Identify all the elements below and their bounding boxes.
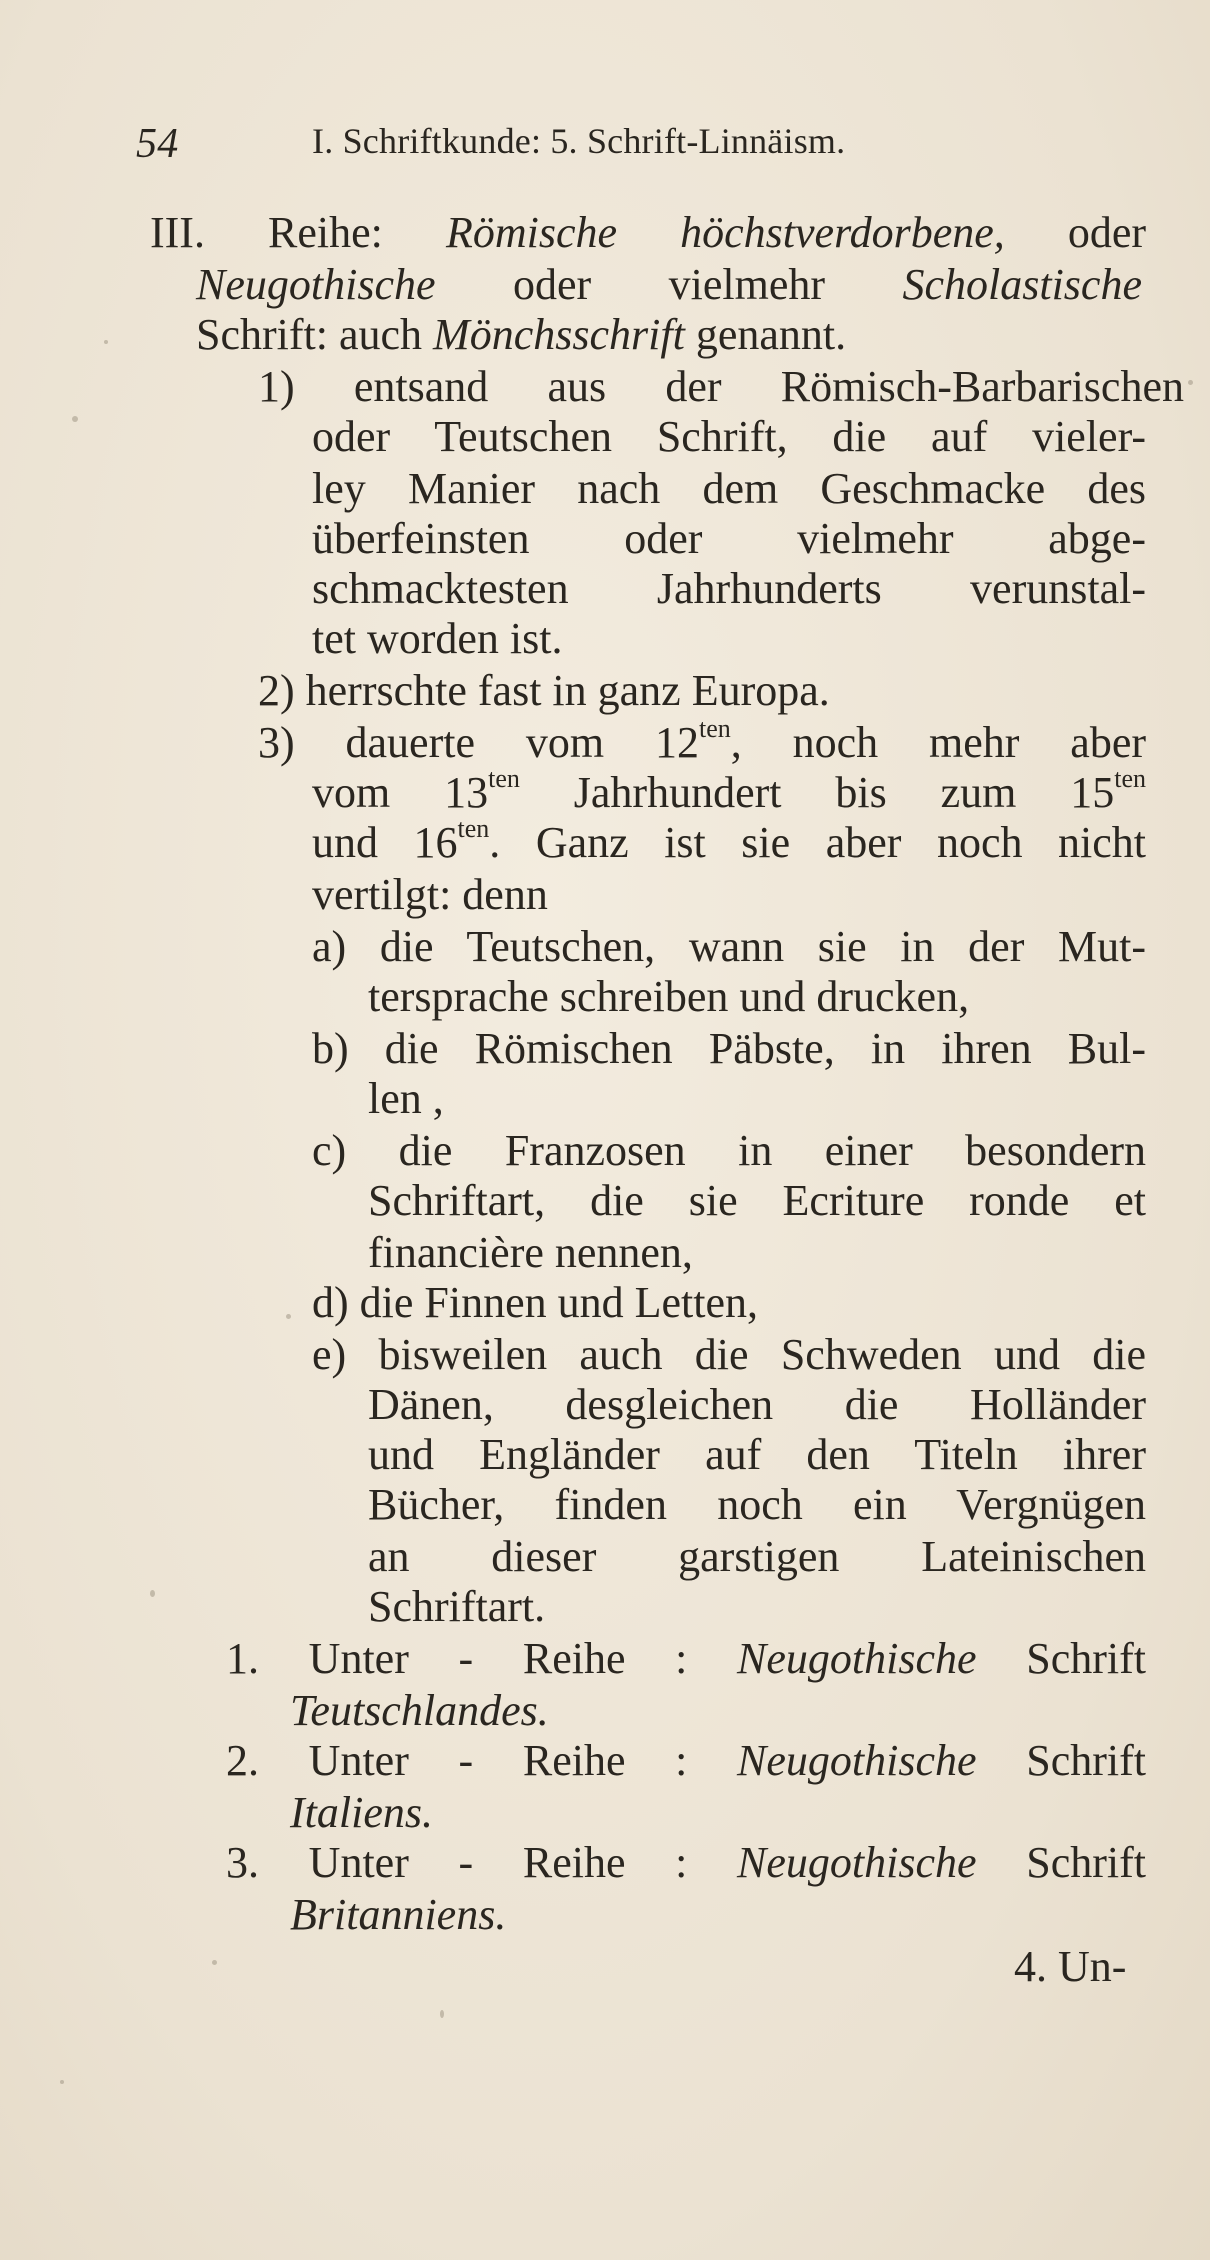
- item-1-line-5: schmacktesten Jahrhunderts verunstal-: [312, 564, 1146, 613]
- unter-reihe-3-line-1: 3. Unter - Reihe : Neugothische Schrift: [226, 1838, 1146, 1887]
- reihe-heading-line-1: III. Reihe: Römische höchstverdorbene, oder: [150, 208, 1147, 257]
- item-1-line-3: ley Manier nach dem Geschmacke des: [312, 464, 1146, 513]
- sub-e-line-2: Dänen, desgleichen die Holländer: [368, 1380, 1146, 1429]
- page-number: 54: [136, 121, 179, 167]
- unter-reihe-1-line-2: Teutschlandes.: [290, 1686, 549, 1735]
- sub-e-line-1: e) bisweilen auch die Schweden und die: [312, 1330, 1146, 1379]
- unter-reihe-1-line-1: 1. Unter - Reihe : Neugothische Schrift: [226, 1634, 1146, 1683]
- paper-speck: [1188, 380, 1193, 385]
- sub-e-line-4: Bücher, finden noch ein Vergnügen: [368, 1480, 1146, 1529]
- item-1-line-6: tet worden ist.: [312, 614, 563, 663]
- paper-speck: [104, 340, 108, 344]
- catchword: 4. Un-: [1014, 1942, 1127, 1991]
- item-3-line-3: und $16^{ten}$. Ganz ist sie aber noch nicht: [312, 814, 1146, 867]
- unter-reihe-2-line-2: Italiens.: [290, 1788, 433, 1837]
- item-3-line-4: vertilgt: denn: [312, 870, 548, 919]
- sub-e-line-6: Schriftart.: [368, 1582, 546, 1631]
- item-1-line-4: überfeinsten oder vielmehr abge-: [312, 514, 1146, 563]
- sub-e-line-5: an dieser garstigen Lateinischen: [368, 1532, 1146, 1581]
- paper-speck: [72, 416, 78, 422]
- paper-speck: [286, 1314, 291, 1319]
- paper-speck: [440, 2010, 444, 2018]
- item-3-line-1: 3) dauerte vom $12^{ten}$, noch mehr aber: [258, 714, 1146, 767]
- sub-a-line-1: a) die Teutschen, wann sie in der Mut-: [312, 922, 1146, 971]
- reihe-heading-line-2: Neugothische oder vielmehr Scholastische: [196, 260, 1142, 309]
- sub-c-line-2: Schriftart, die sie Ecriture ronde et: [368, 1176, 1146, 1225]
- sub-a-line-2: tersprache schreiben und drucken,: [368, 972, 970, 1021]
- page-header: [0, 112, 1210, 172]
- sub-b-line-1: b) die Römischen Päbste, in ihren Bul-: [312, 1024, 1146, 1073]
- item-1-line-2: oder Teutschen Schrift, die auf vieler-: [312, 412, 1146, 461]
- sub-e-line-3: und Engländer auf den Titeln ihrer: [368, 1430, 1146, 1479]
- sub-c-line-1: c) die Franzosen in einer besondern: [312, 1126, 1146, 1175]
- item-1-line-1: 1) entsand aus der Römisch-Barbarischen: [258, 362, 1184, 411]
- sub-b-line-2: len ,: [368, 1074, 444, 1123]
- sub-d-line-1: d) die Finnen und Letten,: [312, 1278, 759, 1327]
- reihe-heading-line-3: Schrift: auch Mönchsschrift genannt.: [196, 310, 847, 359]
- paper-speck: [150, 1590, 155, 1597]
- unter-reihe-3-line-2: Britanniens.: [290, 1890, 507, 1939]
- running-title: I. Schriftkunde: 5. Schrift-Linnäism.: [312, 121, 846, 161]
- item-2-line-1: 2) herrschte fast in ganz Europa.: [258, 666, 830, 715]
- paper-speck: [212, 1960, 217, 1965]
- unter-reihe-2-line-1: 2. Unter - Reihe : Neugothische Schrift: [226, 1736, 1146, 1785]
- item-3-line-2: vom $13^{ten}$ Jahrhundert bis zum $15^{ten}$: [312, 764, 1146, 817]
- sub-c-line-3: financière nennen,: [368, 1228, 693, 1277]
- paper-speck: [60, 2080, 64, 2084]
